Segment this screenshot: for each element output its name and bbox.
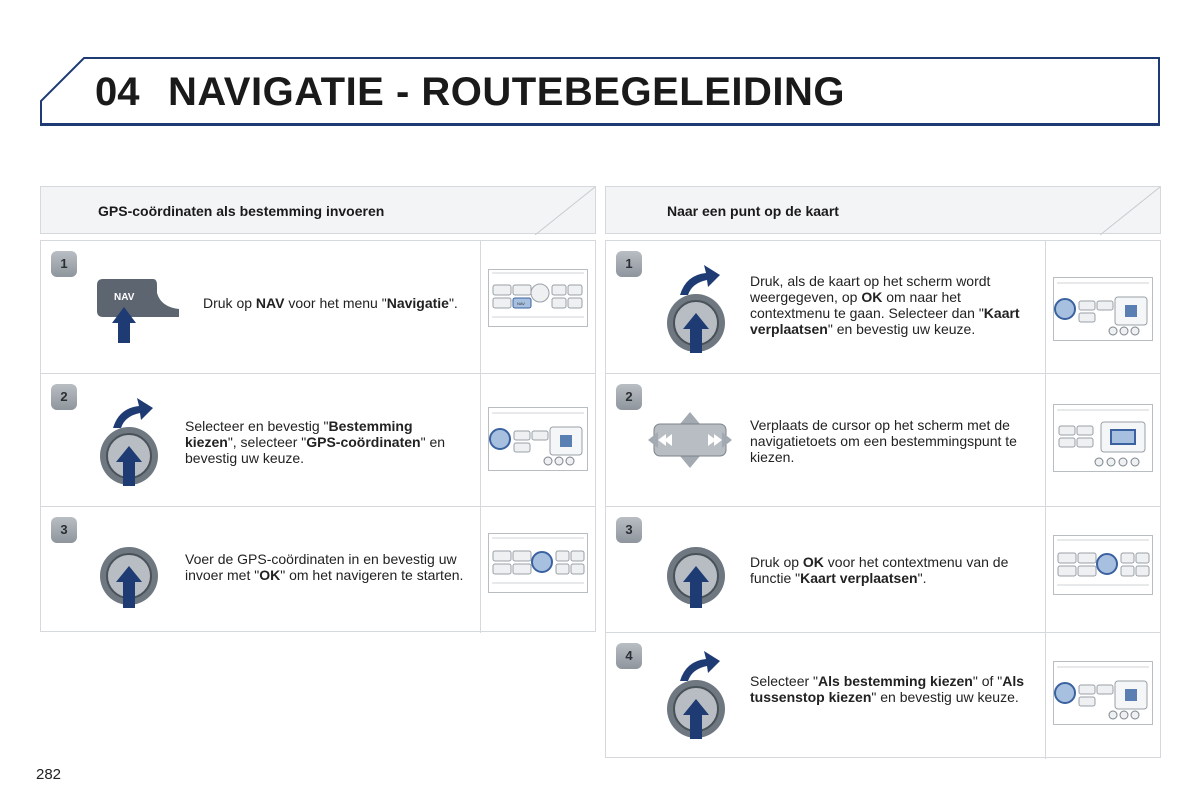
text-run: Voer de GPS-coördinaten in en bevestig uw invoer met " [185,551,457,583]
step-badge: 3 [51,517,77,543]
text-run: Selecteer en bevestig " [185,418,329,434]
ok-knob-press-icon [662,261,734,357]
step-badge: 2 [616,384,642,410]
text-run: " en bevestig uw keuze. [185,434,446,466]
emphasized-term: OK [861,289,883,305]
nav-key-label: NAV [517,301,525,306]
text-run: ". [448,295,458,311]
emphasized-term: GPS-coördinaten [306,434,421,450]
text-run: " om het navigeren te starten. [280,567,464,583]
text-run: ". [917,570,927,586]
step-description [750,554,1034,586]
emphasized-term: NAV [255,295,285,311]
step-description [203,295,473,311]
text-run: Verplaats de cursor op het scherm met de navigatietoets om een bestemmingspunt te kiezen. [750,417,1017,465]
step-badge: 1 [616,251,642,277]
chapter-number: 04 [95,70,140,114]
radio-unit-illustration [1053,277,1153,341]
text-run: Druk, als de kaart op het scherm wordt weergegeven, op [750,273,991,305]
device-panel [1045,507,1160,632]
step-badge: 3 [616,517,642,543]
step-row [606,241,1160,374]
text-run: voor het menu " [284,295,387,311]
device-panel [1045,633,1160,759]
text-run: " en bevestig uw keuze. [827,321,976,337]
device-panel [480,374,595,506]
emphasized-term: Kaart verplaatsen [750,305,1020,337]
corner-decoration [1100,187,1160,235]
step-badge: 1 [51,251,77,277]
step-row [606,633,1160,759]
emphasized-term: Als tussenstop kiezen [750,673,1025,705]
step-badge: 2 [51,384,77,410]
ok-knob-press-icon [95,394,167,490]
right-section-heading [605,186,1161,234]
nav-key-label: NAV [114,292,135,303]
ok-knob-press-icon [662,647,734,743]
text-run: Druk op [750,554,803,570]
left-section-heading [40,186,596,234]
emphasized-term: OK [802,554,824,570]
radio-unit-illustration [1053,535,1153,595]
chapter-header [40,57,1160,126]
step-row [41,241,595,374]
text-run: Selecteer " [750,673,819,689]
emphasized-term: OK [259,567,281,583]
ok-knob-press-icon [662,532,734,612]
emphasized-term: Als bestemming kiezen [818,673,973,689]
left-steps-panel [40,240,596,632]
text-run: voor het contextmenu van de functie " [750,554,1009,586]
ok-knob-press-icon [95,532,167,612]
page-number: 282 [36,766,62,783]
step-description [750,673,1034,705]
device-panel [1045,374,1160,506]
step-description [185,418,467,466]
text-run: ", selecteer " [227,434,307,450]
step-row [606,374,1160,507]
emphasized-term: Navigatie [386,295,449,311]
device-panel [480,241,595,373]
radio-unit-illustration [1053,661,1153,725]
step-row [606,507,1160,633]
emphasized-term: Kaart verplaatsen [800,570,918,586]
nav-button-icon [95,279,185,345]
radio-unit-illustration [488,533,588,593]
left-section-title: GPS-coördinaten als bestemming invoeren [98,203,385,219]
radio-unit-illustration [488,407,588,471]
page-title: NAVIGATIE - ROUTEBEGELEIDING [168,70,845,114]
device-panel [1045,241,1160,373]
text-run: " of " [972,673,1003,689]
text-run: Druk op [203,295,256,311]
step-row [41,507,595,633]
text-run: " en bevestig uw keuze. [871,689,1019,705]
corner-decoration [535,187,595,235]
right-section-title: Naar een punt op de kaart [667,203,839,219]
navigation-pad-icon [648,412,732,468]
text-run: om naar het contextmenu te gaan. Selecteer dan " [750,289,984,321]
step-description [750,417,1034,465]
radio-unit-illustration [488,269,588,327]
step-description [750,273,1034,337]
device-panel [480,507,595,633]
right-steps-panel [605,240,1161,758]
radio-unit-illustration [1053,404,1153,472]
step-badge: 4 [616,643,642,669]
emphasized-term: Bestemming kiezen [185,418,413,450]
step-description [185,551,475,583]
step-row [41,374,595,507]
